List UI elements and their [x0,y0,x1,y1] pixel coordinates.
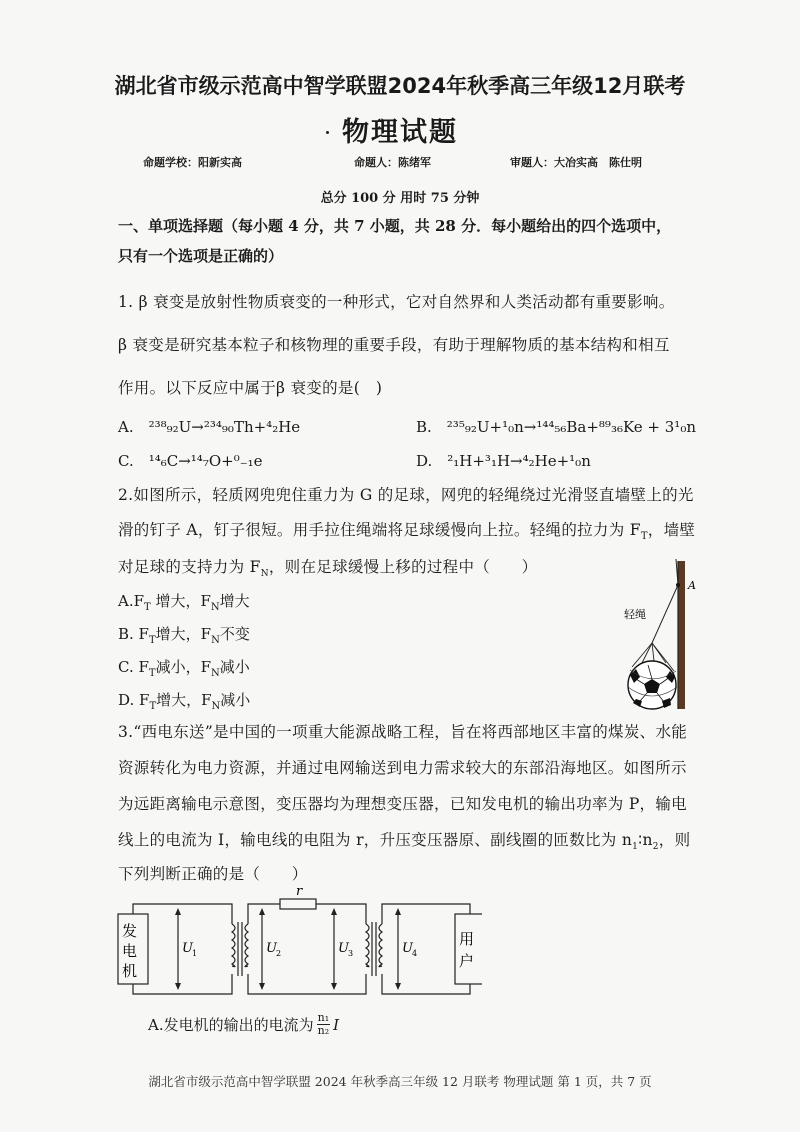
generator-char2: 电 [122,942,138,960]
section-heading-line1: 一、单项选择题（每小题 4 分，共 7 小题，共 28 分．每小题给出的四个选项中， [118,217,672,235]
q2-line1: 2.如图所示，轻质网兜兜住重力为 G 的足球，网兜的轻绳绕过光滑竖直墙壁上的光 [118,486,694,504]
generator-char3: 机 [122,962,138,980]
user-char2: 户 [459,952,475,970]
q3-line2: 资源转化为电力资源，并通过电网输送到电力需求较大的东部沿海地区。如图所示 [118,759,687,777]
exam-title: 湖北省市级示范高中智学联盟2024年秋季高三年级12月联考 [114,74,686,98]
resistor-label: r [296,886,303,899]
u2-label: U [266,941,277,956]
q2-figure [600,555,710,715]
rope [652,585,678,643]
q2-line2: 滑的钉子 A，钉子很短。用手拉住绳端将足球缓慢向上拉。轻绳的拉力为 $F_T$，墙壁 [118,521,696,543]
q1-option-c[interactable]: C. ¹⁴₆C→¹⁴₇O+⁰₋₁e [118,452,263,470]
u4-label: U [402,941,413,956]
u1-sub: 1 [192,949,198,958]
q2-line3: 对足球的支持力为 $F_N$，则在足球缓慢上移的过程中（ ） [118,558,538,580]
q1-option-a[interactable]: A. ²³⁸₉₂U→²³⁴₉₀Th+⁴₂He [118,418,301,436]
q1-line1: 1. β 衰变是放射性物质衰变的一种形式，它对自然界和人类活动都有重要影响。 [118,293,675,311]
author-label: 命题人：陈绪军 [354,156,431,169]
u1-label: U [182,941,193,956]
q3-line1: 3.“西电东送”是中国的一项重大能源战略工程，旨在将西部地区丰富的煤炭、水能 [118,723,688,741]
user-box [455,914,482,984]
q3-line4: 线上的电流为 I，输电线的电阻为 r，升压变压器原、副线圈的匝数比为 $n_1∶n_2$，则 [118,831,691,853]
q1-option-d[interactable]: D. ²₁H+³₁H→⁴₂He+¹₀n [416,452,591,470]
q1-option-b[interactable]: B. ²³⁵₉₂U+¹₀n→¹⁴⁴₅₆Ba+⁸⁹₃₆Ke + 3¹₀n [416,418,696,436]
q1-line2: β 衰变是研究基本粒子和核物理的重要手段，有助于理解物质的基本结构和相互 [118,336,670,354]
score-info: 总分 100 分 用时 75 分钟 [320,191,480,206]
u3-label: U [338,941,349,956]
u2-sub: 2 [276,949,282,958]
q2-option-a[interactable]: $A.F_T$ 增大，$F_N$增大 [118,592,250,613]
u3-sub: 3 [348,949,354,958]
q2-option-b[interactable]: B. $F_T$增大，$F_N$不变 [118,625,250,646]
q3-line5: 下列判断正确的是（ ） [118,865,308,883]
user-char1: 用 [459,930,475,948]
q2-option-d[interactable]: D. $F_T$增大，$F_N$减小 [118,691,251,712]
q3-circuit-diagram [112,886,482,1004]
exam-subtitle: 物理试题 [342,117,458,148]
q1-line3: 作用。以下反应中属于β 衰变的是( ) [118,379,383,397]
rope-label: 轻绳 [624,608,646,621]
resistor-r [280,899,316,909]
page-footer: 湖北省市级示范高中智学联盟 2024 年秋季高三年级 12 月联考 物理试题 第 1 页，共 7 页 [148,1074,652,1089]
point-a-label: A [688,579,696,592]
u4-sub: 4 [412,949,418,958]
school-label: 命题学校：阳新实高 [143,156,242,169]
q2-option-c[interactable]: C. $F_T$减小，$F_N$减小 [118,658,250,679]
section-heading-line2: 只有一个选项是正确的） [118,247,284,265]
wall [678,561,685,709]
q3-option-a[interactable]: A.发电机的输出的电流为 n₁ n₂ I [148,1011,340,1037]
generator-char1: 发 [122,922,138,940]
q3-line3: 为远距离输电示意图，变压器均为理想变压器，已知发电机的输出功率为 P，输电 [118,795,687,813]
reviewer-label: 审题人：大冶实高 陈仕明 [510,156,642,169]
